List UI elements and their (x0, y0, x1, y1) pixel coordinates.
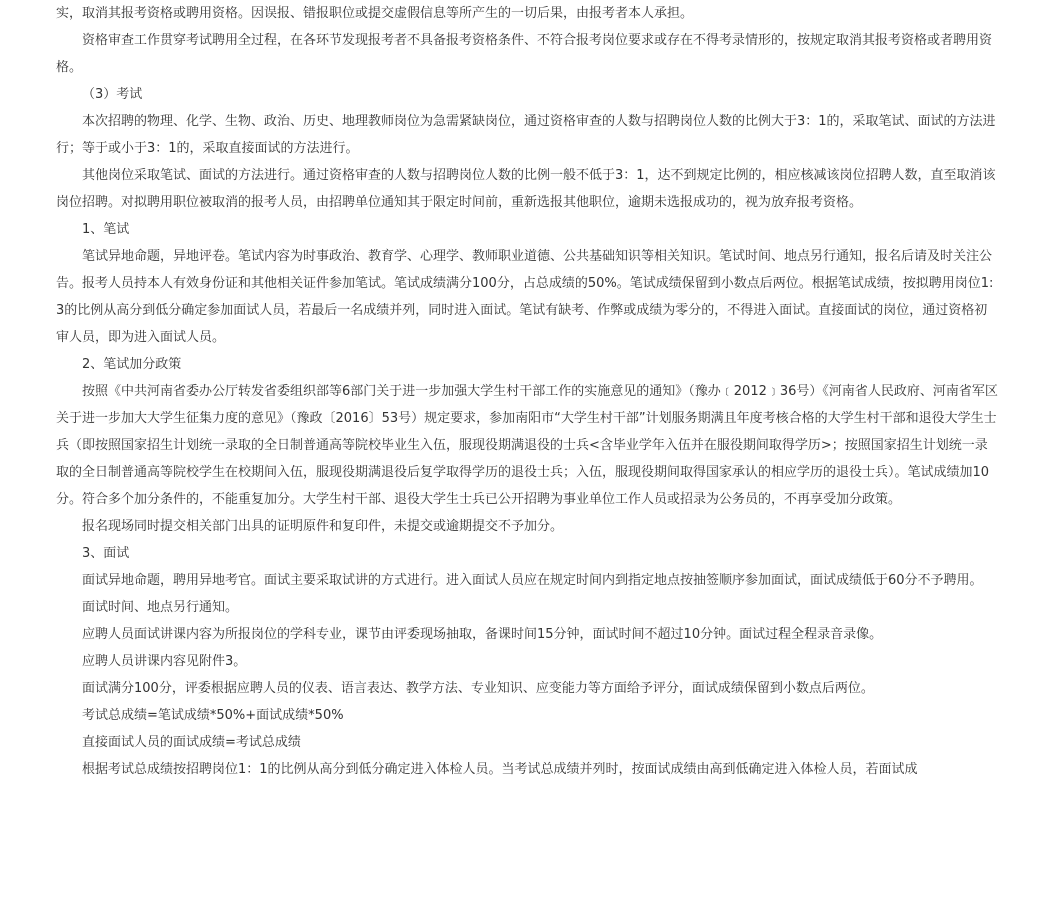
formula-direct-interview: 直接面试人员的面试成绩=考试总成绩 (82, 735, 301, 750)
paragraph-physical-exam: 根据考试总成绩按招聘岗位1：1的比例从高分到低分确定进入体检人员。当考试总成绩并列时，按面试成绩由高到低确定进入体检人员，若面试成 (82, 762, 918, 777)
section-heading-interview: 3、面试 (82, 546, 130, 561)
paragraph-attachment: 应聘人员讲课内容见附件3。 (82, 654, 247, 669)
section-heading-exam: （3）考试 (82, 87, 143, 102)
paragraph-interview-time: 面试时间、地点另行通知。 (82, 600, 239, 615)
paragraph-qualification-result: 实，取消其报考资格或聘用资格。因误报、错报职位或提交虚假信息等所产生的一切后果，由报考者本人承担。 (56, 6, 694, 21)
paragraph-written-exam: 笔试异地命题，异地评卷。笔试内容为时事政治、教育学、心理学、教师职业道德、公共基础知识等相关知识。笔试时间、地点另行通知，报名后请及时关注公告。报考人员持本人有效身份证和其他相关证件参加笔试。笔试成绩满分100分，占总成绩的50%。笔试成绩保留到小数点后两位。根据笔试成绩，按拟聘用岗位1:3的比例从高分到低分确定参加面试人员，若最后一名成绩并列，同时进入面试。笔试有缺考、作弊或成绩为零分的，不得进入面试。直接面试的岗位，通过资格初审人员，即为进入面试人员。 (56, 249, 994, 345)
paragraph-interview-content: 应聘人员面试讲课内容为所报岗位的学科专业，课节由评委现场抽取，备课时间15分钟，面试时间不超过10分钟。面试过程全程录音录像。 (82, 627, 883, 642)
paragraph-interview: 面试异地命题，聘用异地考官。面试主要采取试讲的方式进行。进入面试人员应在规定时间内到指定地点按抽签顺序参加面试，面试成绩低于60分不予聘用。 (82, 573, 983, 588)
paragraph-bonus-policy: 按照《中共河南省委办公厅转发省委组织部等6部门关于进一步加强大学生村干部工作的实施意见的通知》（豫办﹝2012﹞36号）《河南省人民政府、河南省军区关于进一步加大大学生征集力度的意见》（豫政〔2016〕53号）规定要求，参加南阳市“大学生村干部”计划服务期满且年度考核合格的大学生村干部和退役大学生士兵（即按照国家招生计划统一录取的全日制普通高等院校毕业生入伍，服现役期满退役的士兵<含毕业学年入伍并在服役期间取得学历>；按照国家招生计划统一录取的全日制普通高等院校学生在校期间入伍，服现役期满退役后复学取得学历的退役士兵；入伍，服现役期间取得国家承认的相应学历的退役士兵）。笔试成绩加10分。符合多个加分条件的，不能重复加分。大学生村干部、退役大学生士兵已公开招聘为事业单位工作人员或招录为公务员的，不再享受加分政策。 (56, 384, 998, 507)
paragraph-interview-scoring: 面试满分100分，评委根据应聘人员的仪表、语言表达、教学方法、专业知识、应变能力等方面给予评分，面试成绩保留到小数点后两位。 (82, 681, 874, 696)
paragraph-bonus-documents: 报名现场同时提交相关部门出具的证明原件和复印件，未提交或逾期提交不予加分。 (82, 519, 564, 534)
section-heading-written-exam: 1、笔试 (82, 222, 130, 237)
paragraph-urgent-positions: 本次招聘的物理、化学、生物、政治、历史、地理教师岗位为急需紧缺岗位，通过资格审查的人数与招聘岗位人数的比例大于3：1的，采取笔试、面试的方法进行；等于或小于3：1的，采取直接面试的方法进行。 (56, 114, 996, 156)
section-heading-bonus-policy: 2、笔试加分政策 (82, 357, 182, 372)
document-body (56, 0, 1000, 783)
formula-total-score: 考试总成绩=笔试成绩*50%+面试成绩*50% (82, 708, 344, 723)
paragraph-other-positions: 其他岗位采取笔试、面试的方法进行。通过资格审查的人数与招聘岗位人数的比例一般不低于3：1，达不到规定比例的，相应核减该岗位招聘人数，直至取消该岗位招聘。对拟聘用职位被取消的报考人员，由招聘单位通知其于限定时间前，重新选报其他职位，逾期未选报成功的，视为放弃报考资格。 (56, 168, 996, 210)
paragraph-qualification-review: 资格审查工作贯穿考试聘用全过程，在各环节发现报考者不具备报考资格条件、不符合报考岗位要求或存在不得考录情形的，按规定取消其报考资格或者聘用资格。 (56, 33, 993, 75)
